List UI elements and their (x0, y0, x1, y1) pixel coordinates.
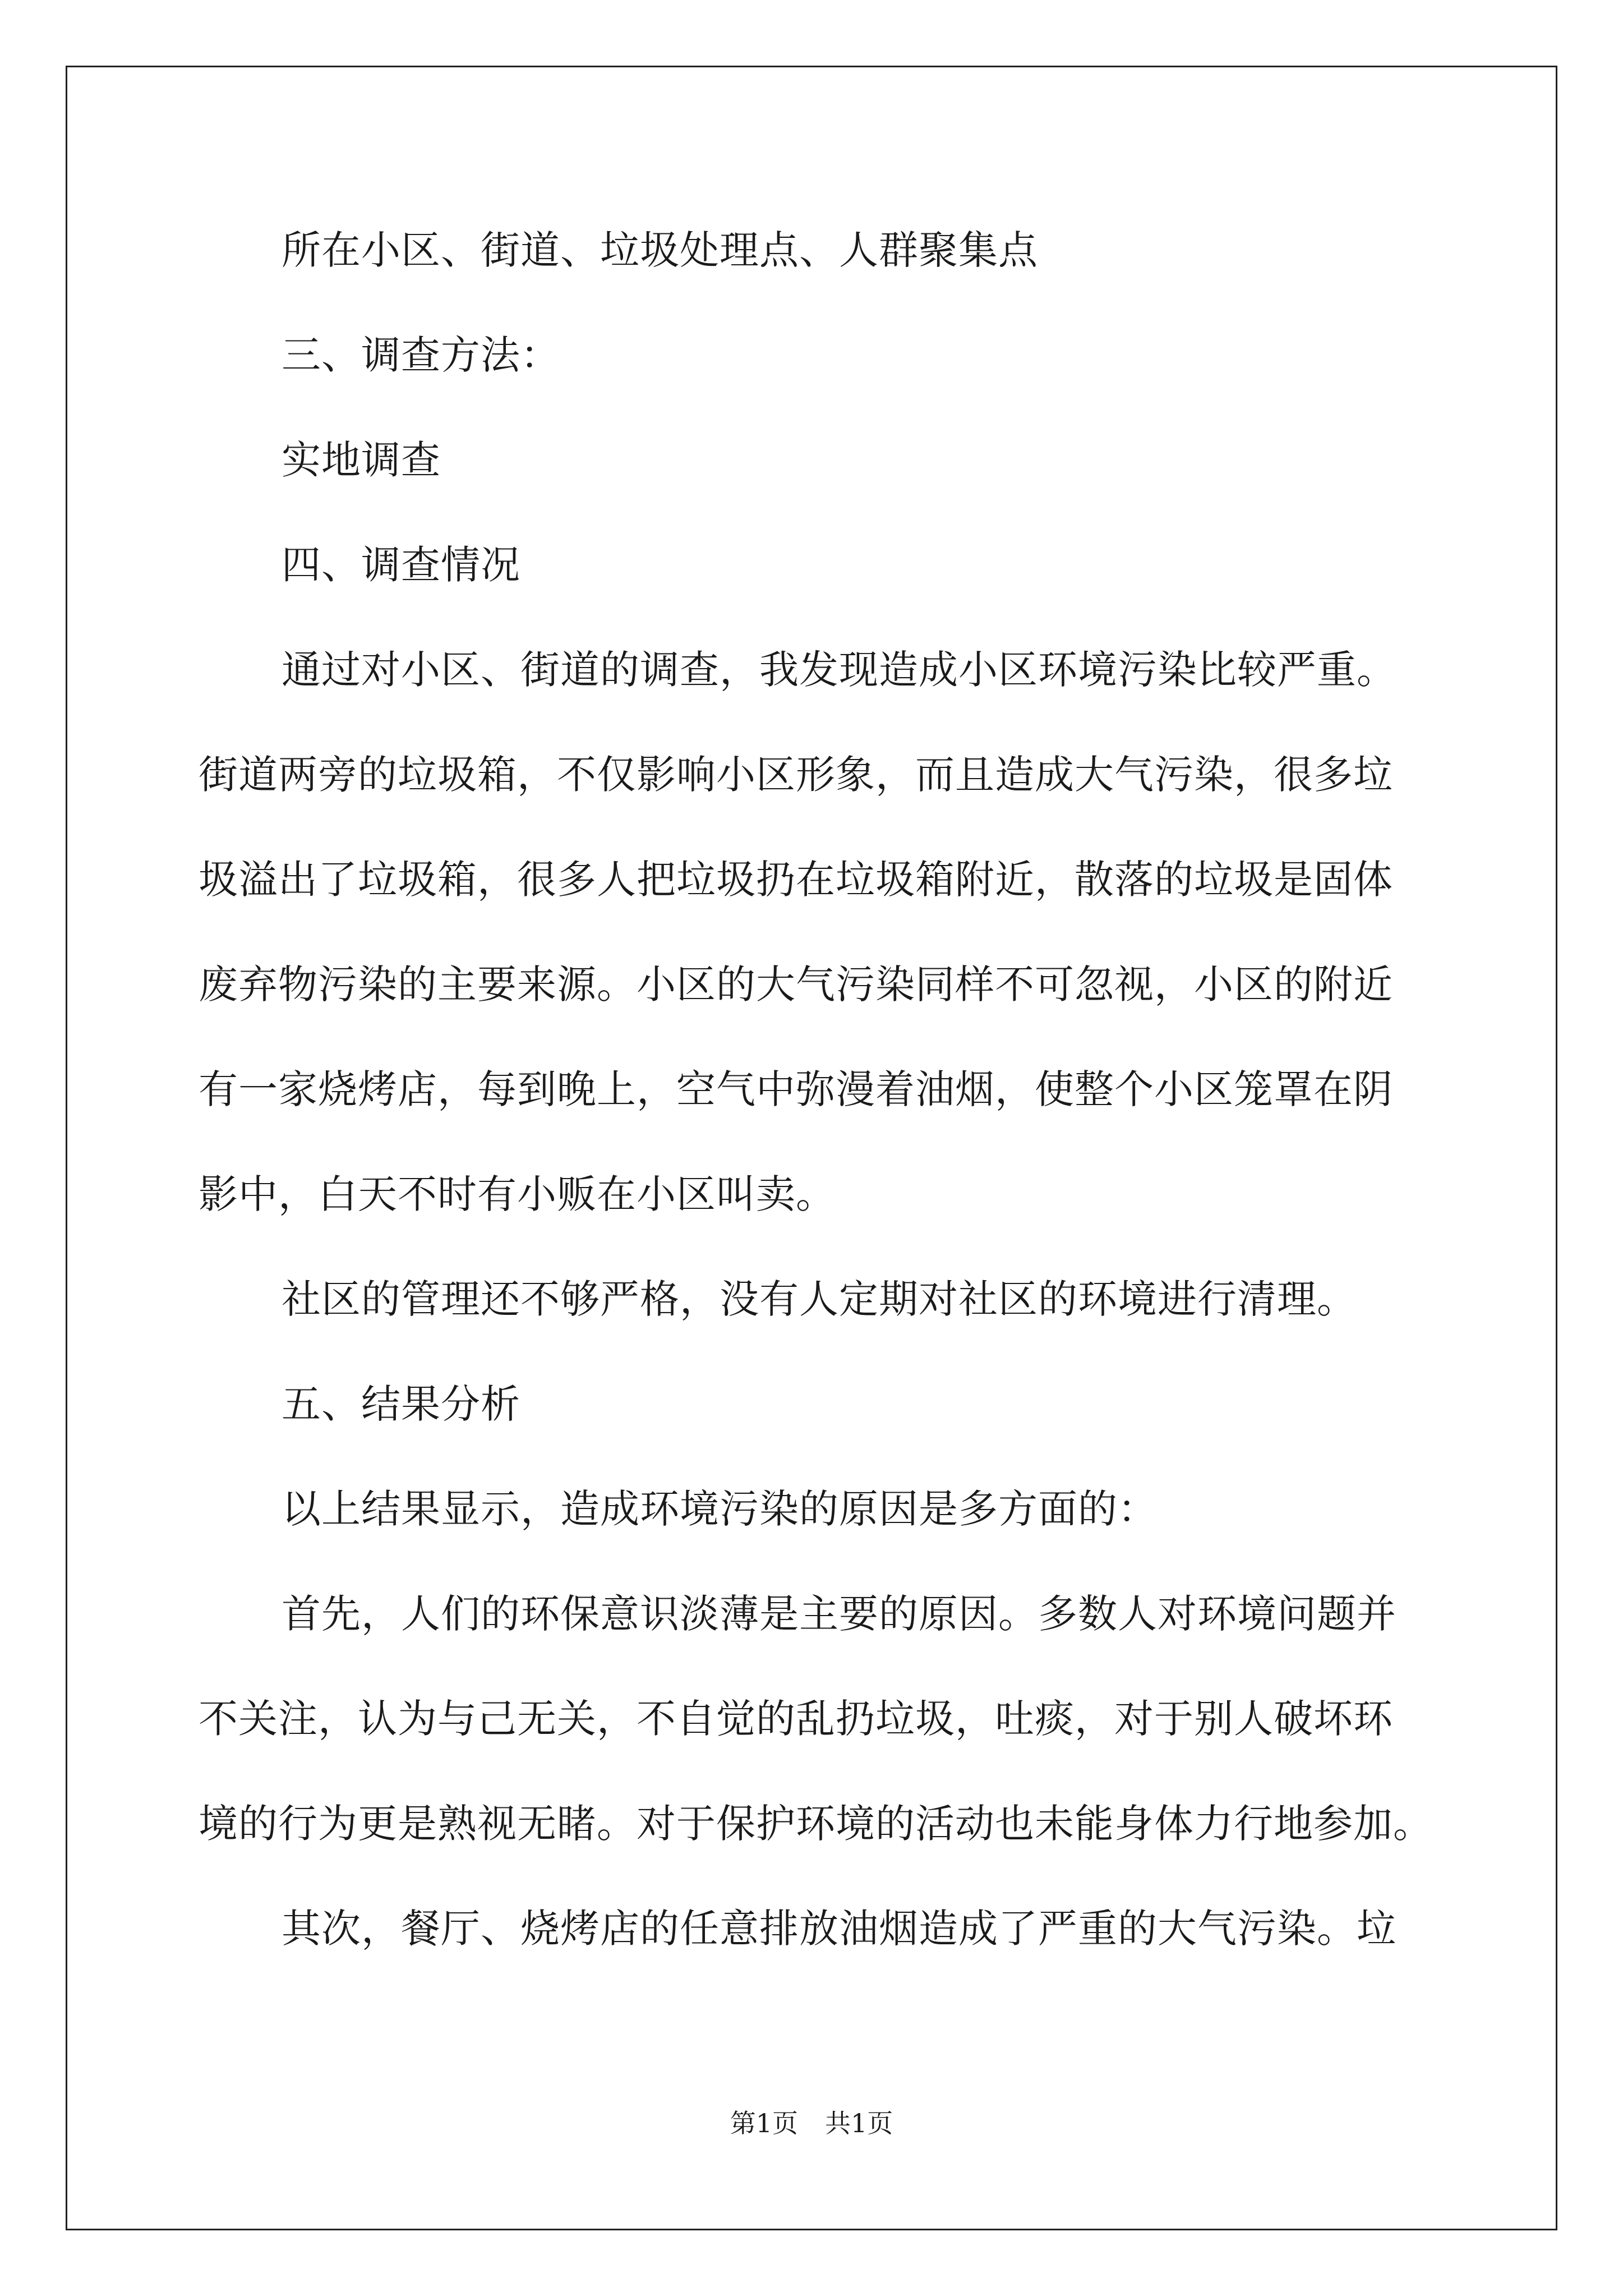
paragraph-line: 通过对小区、街道的调查，我发现造成小区环境污染比较严重。 (282, 647, 1396, 693)
paragraph-line: 其次，餐厅、烧烤店的任意排放油烟造成了严重的大气污染。垃 (282, 1906, 1396, 1952)
paragraph-line: 影中，白天不时有小贩在小区叫卖。 (199, 1171, 836, 1217)
paragraph-line: 首先，人们的环保意识淡薄是主要的原因。多数人对环境问题并 (282, 1591, 1396, 1637)
paragraph-line: 以上结果显示，造成环境污染的原因是多方面的： (282, 1486, 1158, 1532)
text-line-method: 实地调查 (282, 437, 441, 483)
section-heading-situation: 四、调查情况 (282, 542, 520, 588)
paragraph-line: 有一家烧烤店，每到晚上，空气中弥漫着油烟，使整个小区笼罩在阴 (199, 1066, 1393, 1112)
page-footer (0, 2106, 1623, 2140)
paragraph-line: 废弃物污染的主要来源。小区的大气污染同样不可忽视，小区的附近 (199, 961, 1393, 1007)
page-total: 共1页 (825, 2108, 893, 2138)
paragraph-line: 境的行为更是熟视无睹。对于保护环境的活动也未能身体力行地参加。 (199, 1801, 1433, 1847)
paragraph-line: 不关注，认为与己无关，不自觉的乱扔垃圾，吐痰，对于别人破坏环 (199, 1696, 1393, 1742)
paragraph-line: 圾溢出了垃圾箱，很多人把垃圾扔在垃圾箱附近，散落的垃圾是固体 (199, 857, 1393, 903)
paragraph-line: 社区的管理还不够严格，没有人定期对社区的环境进行清理。 (282, 1276, 1357, 1322)
section-heading-analysis: 五、结果分析 (282, 1381, 520, 1427)
section-heading-methods: 三、调查方法： (282, 332, 560, 378)
paragraph-line: 街道两旁的垃圾箱，不仅影响小区形象，而且造成大气污染，很多垃 (199, 752, 1393, 798)
page-number: 第1页 (730, 2108, 798, 2138)
text-line-location: 所在小区、街道、垃圾处理点、人群聚集点 (282, 227, 1038, 273)
